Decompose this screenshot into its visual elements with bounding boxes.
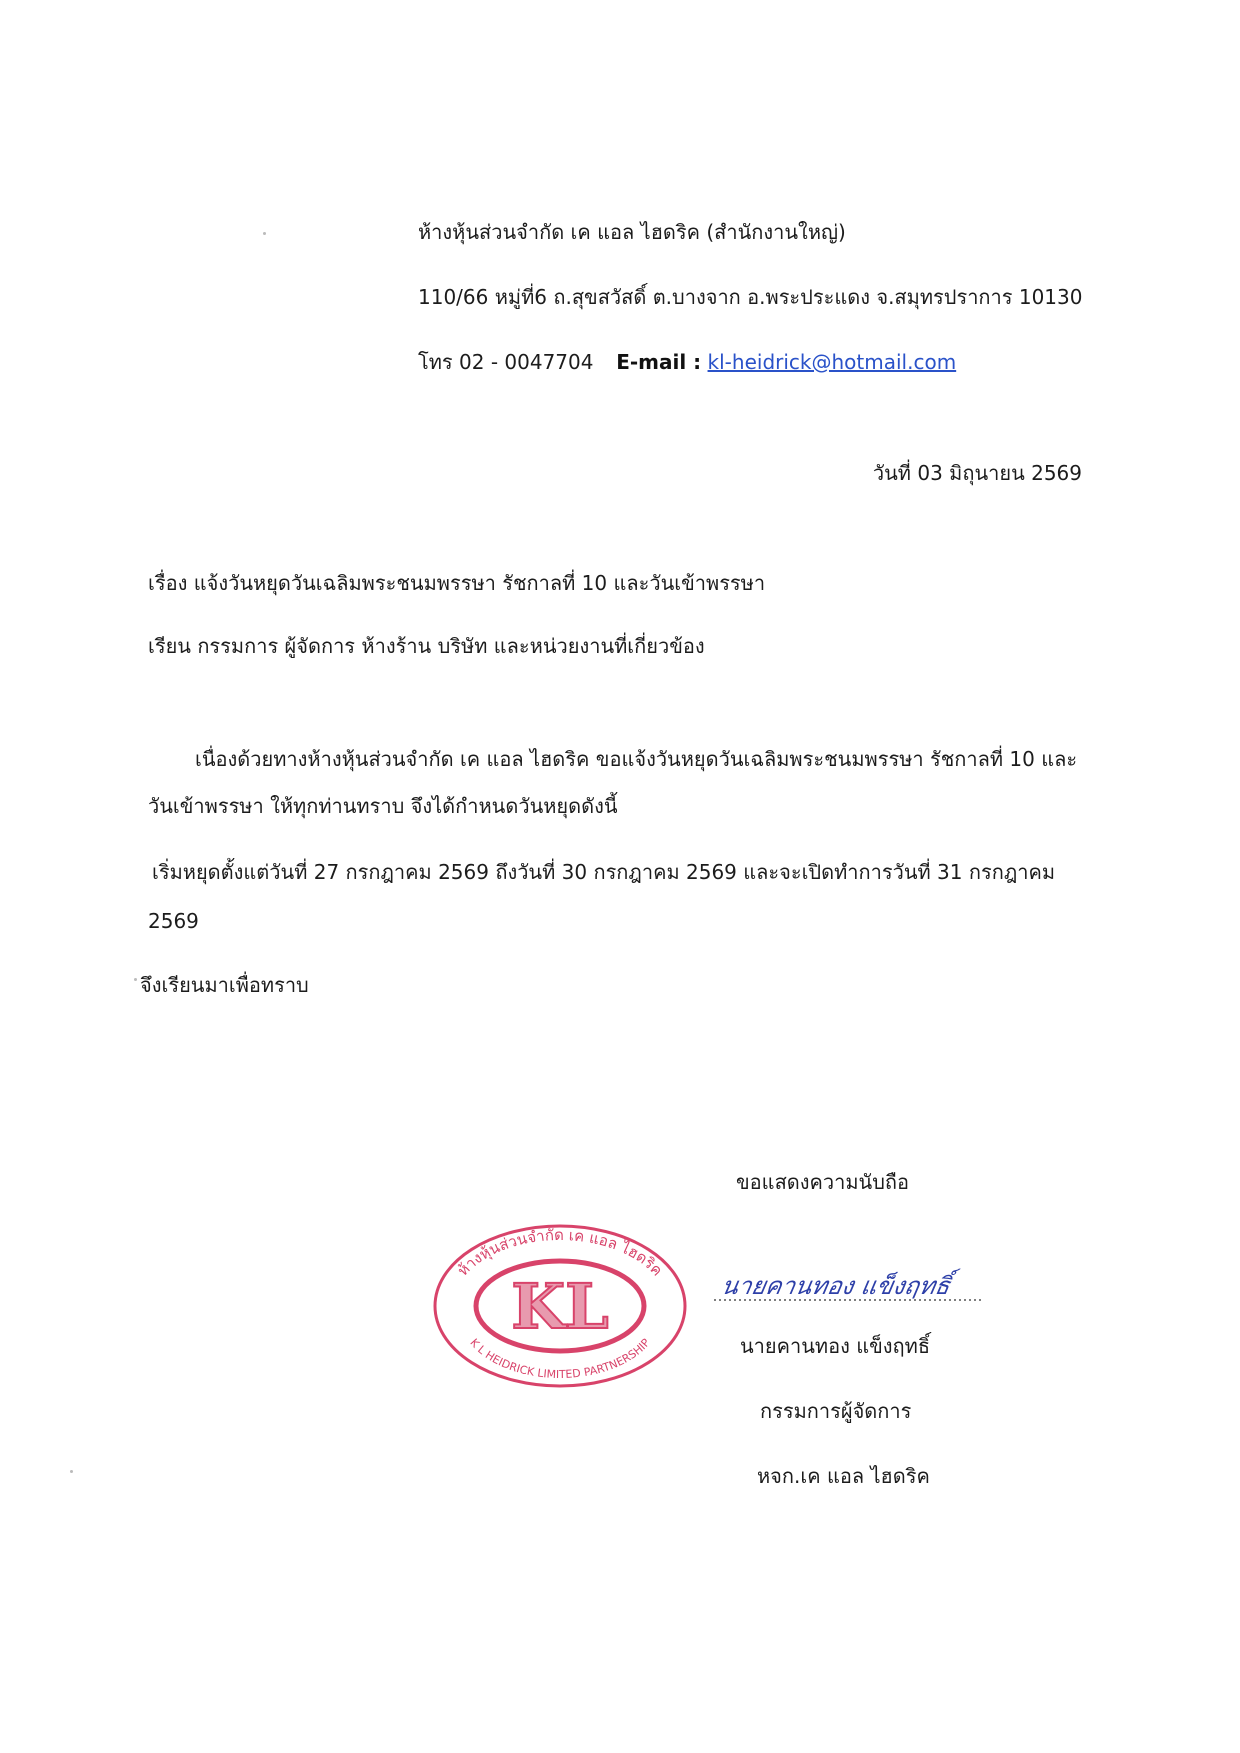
body-paragraph-1-line-1: เนื่องด้วยทางห้างหุ้นส่วนจำกัด เค แอล ไฮดริค ขอแจ้งวันหยุดวันเฉลิมพระชนมพรรษา รัชกาลที่ 10 และ [195,747,1078,771]
letter-date: วันที่ 03 มิถุนายน 2569 [872,461,1082,485]
closing-line: จึงเรียนมาเพื่อทราบ [140,973,309,997]
company-address: 110/66 หมู่ที่6 ถ.สุขสวัสดิ์ ต.บางจาก อ.พระประแดง จ.สมุทรปราการ 10130 [418,285,1083,309]
body-paragraph-2-line-1: เริ่มหยุดตั้งแต่วันที่ 27 กรกฎาคม 2569 ถึงวันที่ 30 กรกฎาคม 2569 และจะเปิดทำการวันที่ 31 กรกฎาคม [152,860,1056,884]
scan-speck [134,978,137,981]
regards-text: ขอแสดงความนับถือ [736,1170,910,1194]
stamp-logo-kl: KL [511,1270,609,1343]
company-stamp [430,1220,690,1390]
body-paragraph-1-line-2: วันเข้าพรรษา ให้ทุกท่านทราบ จึงได้กำหนดวันหยุดดังนี้ [148,794,618,818]
contact-line [418,348,956,376]
company-name: ห้างหุ้นส่วนจำกัด เค แอล ไฮดริค (สำนักงานใหญ่) [418,220,846,244]
letter-subject: เรื่อง แจ้งวันหยุดวันเฉลิมพระชนมพรรษา รัชกาลที่ 10 และวันเข้าพรรษา [148,571,766,595]
svg-text:นายคานทอง แข็งฤทธิ์: นายคานทอง แข็งฤทธิ์ [719,1272,953,1300]
email-link[interactable]: kl-heidrick@hotmail.com [707,350,957,374]
scan-speck [70,1470,73,1473]
scan-speck [263,232,266,235]
phone-number: โทร 02 - 0047704 [418,350,594,374]
body-paragraph-2-line-2: 2569 [148,909,199,933]
signer-name: นายคานทอง แข็งฤทธิ์ [740,1334,931,1358]
handwritten-signature [712,1262,1002,1312]
email-label: E-mail : [616,350,702,374]
stamp-bottom-text: K L HEIDRICK LIMITED PARTNERSHIP [467,1336,653,1382]
letter-recipient: เรียน กรรมการ ผู้จัดการ ห้างร้าน บริษัท และหน่วยงานที่เกี่ยวข้อง [148,634,705,658]
stamp-top-text: ห้างหุ้นส่วนจำกัด เค แอล ไฮดริค [453,1225,667,1280]
signer-organization: หจก.เค แอล ไฮดริค [757,1464,930,1488]
signer-position: กรรมการผู้จัดการ [760,1399,912,1423]
